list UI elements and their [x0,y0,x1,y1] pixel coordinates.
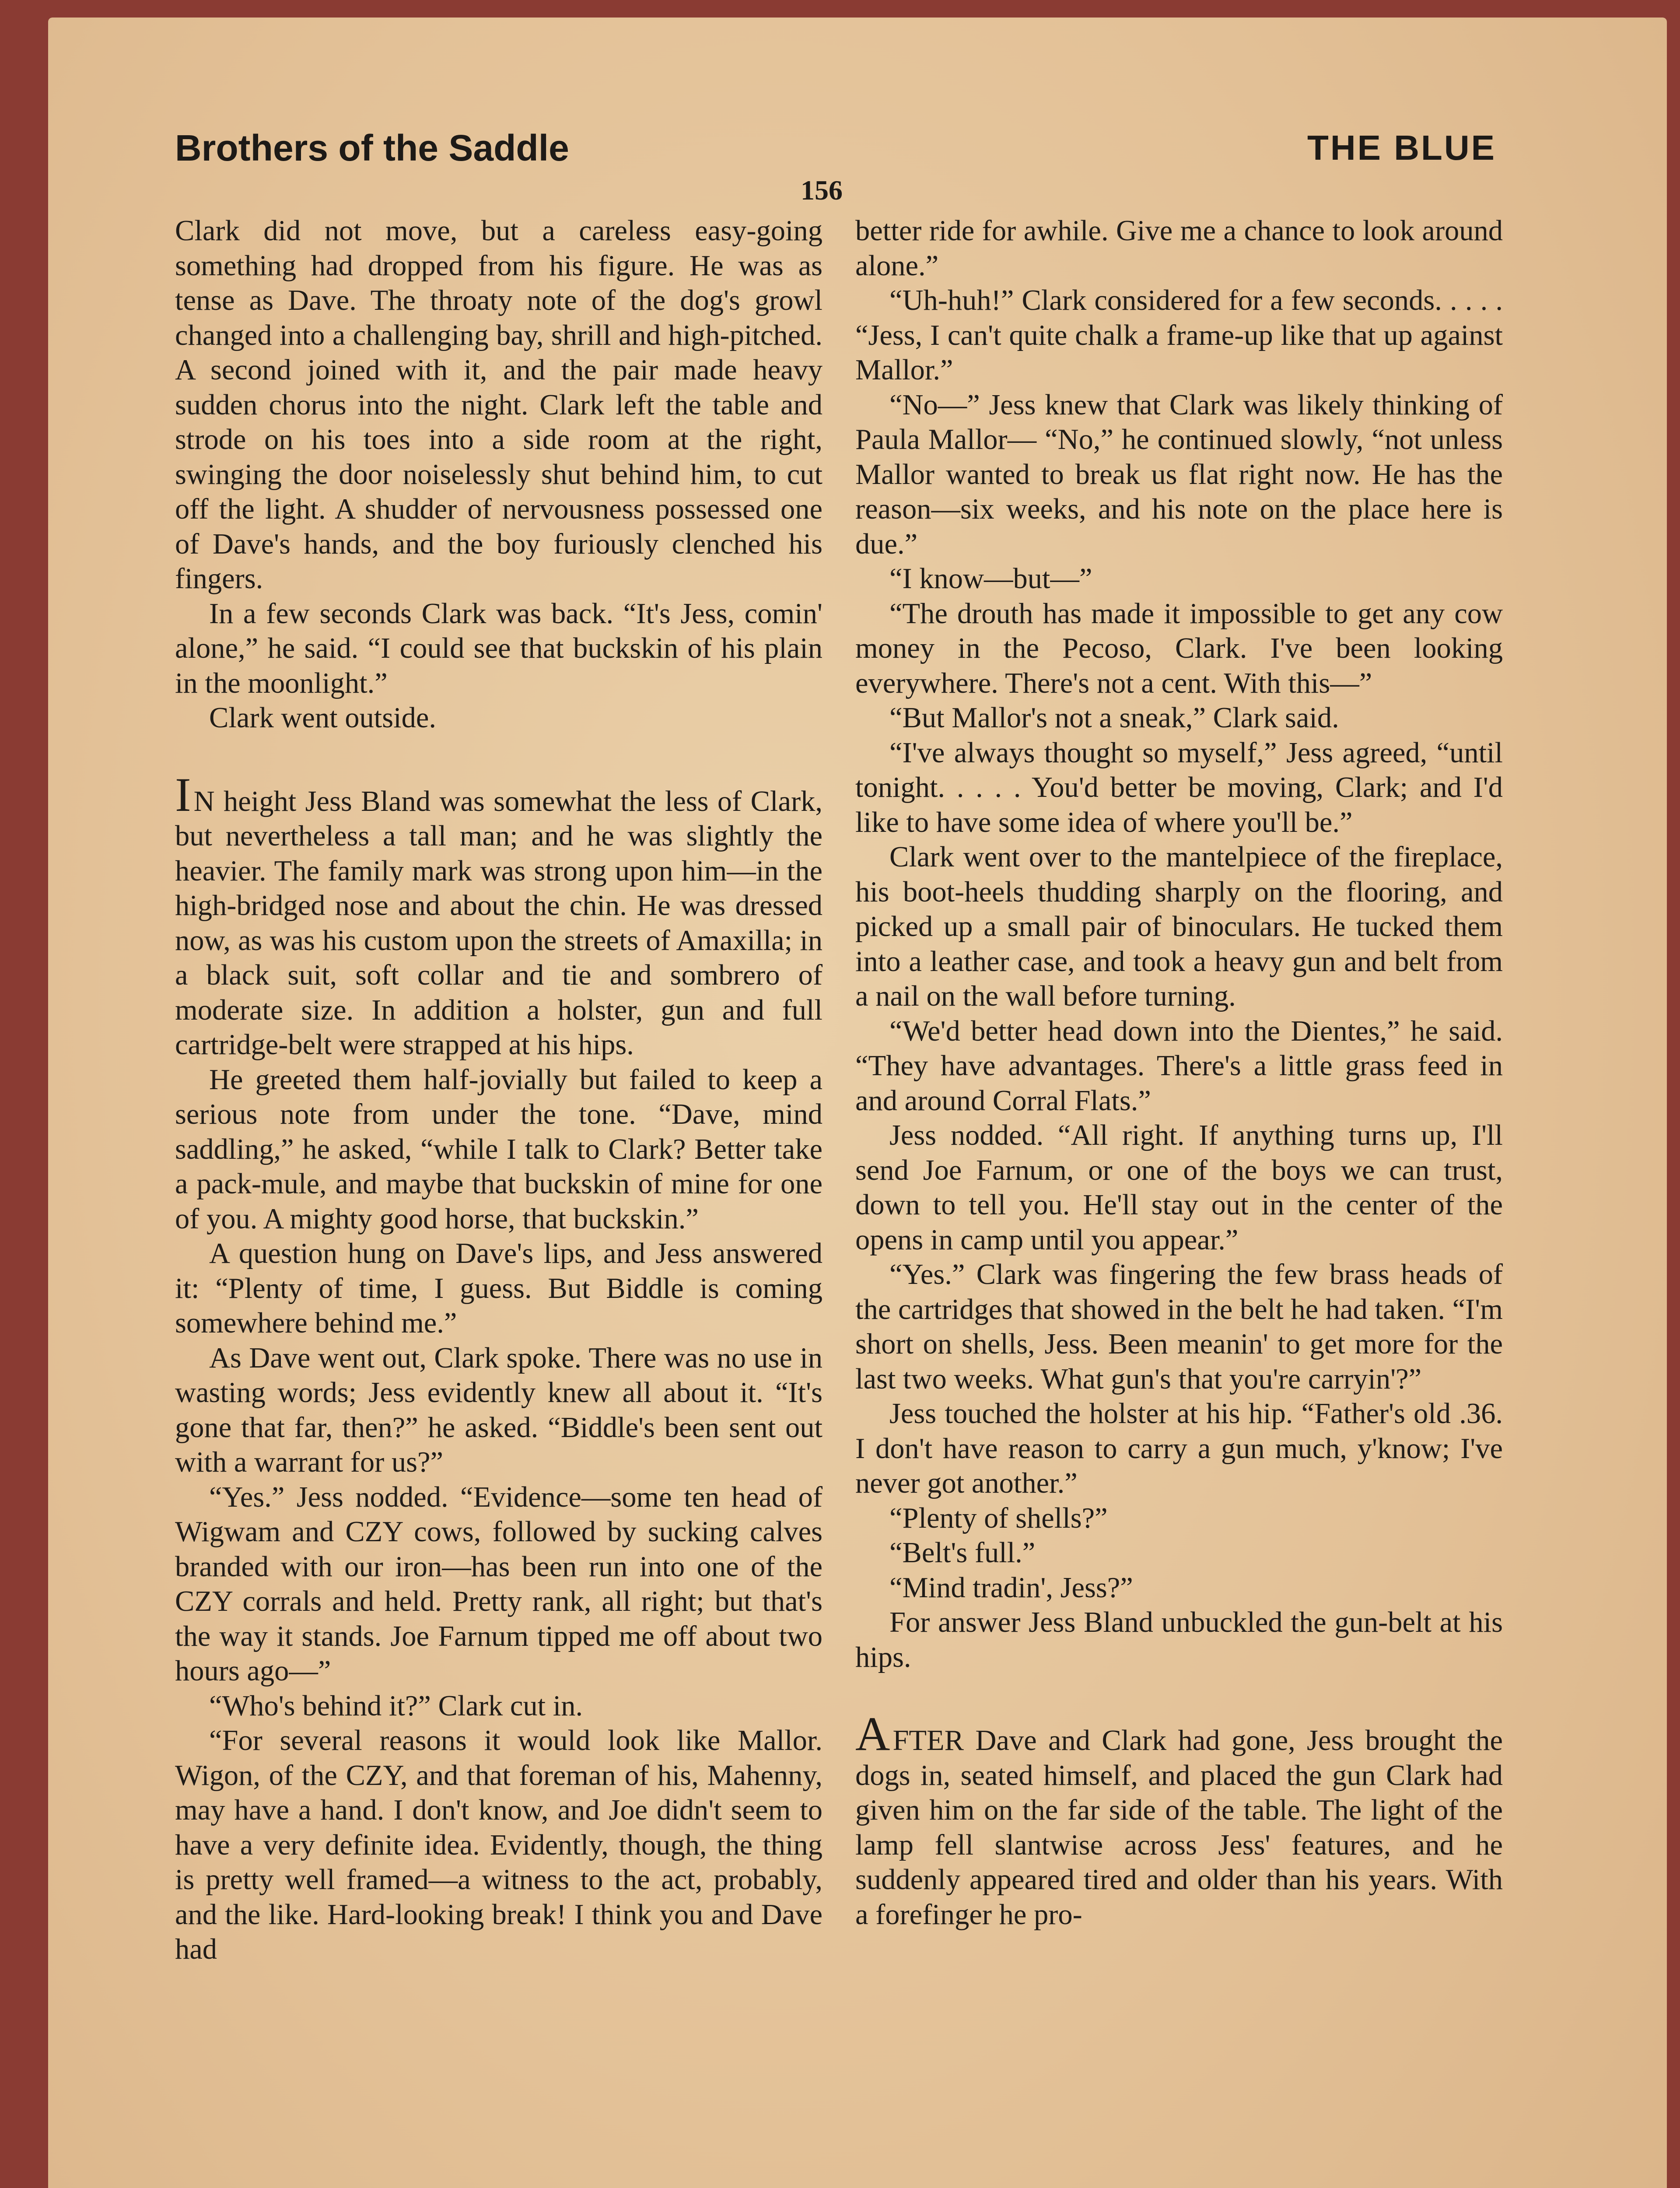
magazine-name: THE BLUE [1307,128,1496,167]
drop-cap: A [855,1707,890,1760]
paragraph: “I know—but—” [889,563,1092,595]
page-number: 156 [801,175,843,206]
paragraph: “No—” Jess knew that Clark was likely thinking of Paula Mallor— “No,” he continued slowly, “not unless Mallor wanted to break us flat right now. He has the reason—six weeks, and his note on the place here is due.” [855,389,1503,560]
section-opening-paragraph [175,768,822,1062]
paragraph-text: N height Jess Bland was somewhat the less of Clark, but nevertheless a tall man; and he was slightly the heavier. The family mark was strong upon him—in the high-bridged nose and about the chin. He was dressed now, as was his custom upon the streets of Amaxilla; in a black suit, soft collar and tie and sombrero of moderate size. In addition a holster, gun and full cartridge-belt were strapped at his hips. [175,785,822,1061]
paragraph-text: FTER Dave and Clark had gone, Jess brought the dogs in, seated himself, and placed the gun Clark had given him on the far side of the table. The light of the lamp fell slantwise across Jess' features, and he suddenly appeared tired and older than his years. With a forefinger he pro- [855,1725,1503,1931]
paragraph: Jess nodded. “All right. If anything turns up, I'll send Joe Farnum, or one of the boys we can trust, down to tell you. He'll stay out in the center of the opens in camp until you appear.” [855,1119,1503,1256]
paragraph: better ride for awhile. Give me a chance to look around alone.” [855,215,1503,282]
paragraph: Clark did not move, but a careless easy-going something had dropped from his figure. He was as tense as Dave. The throaty note of the dog's growl changed into a challenging bay, shrill and high-pitched. A second joined with it, and the pair made heavy sudden chorus into the night. Clark left the table and strode on his toes into a side room at the right, swinging the door noiselessly shut behind him, to cut off the light. A shudder of nervousness possessed one of Dave's hands, and the boy furiously clenched his fingers. [175,215,822,595]
paragraph: He greeted them half-jovially but failed to keep a serious note from under the tone. “Dave, mind saddling,” he asked, “while I talk to Clark? Better take a pack-mule, and maybe that buckskin of mine for one of you. A mighty good horse, that buckskin.” [175,1063,822,1235]
paragraph: Clark went outside. [209,702,436,734]
paragraph: “Who's behind it?” Clark cut in. [209,1690,583,1722]
paragraph: “For several reasons it would look like Mallor. Wigon, of the CZY, and that foreman of his, Mahenny, may have a hand. I don't know, and Joe didn't seem to have a very definite idea. Evidently, though, the thing is pretty well framed—a witness to the act, probably, and the like. Hard-looking break! I think you and Dave had [175,1725,822,1965]
paragraph: “Belt's full.” [889,1537,1036,1569]
paragraph: “Uh-huh!” Clark considered for a few seconds. . . . . “Jess, I can't quite chalk a frame-up like that up against Mallor.” [855,284,1503,386]
right-column [855,214,1503,1932]
paragraph: “Yes.” Clark was fingering the few brass heads of the cartridges that showed in the belt he had taken. “I'm short on shells, Jess. Been meanin' to get more for the last two weeks. What gun's that you're carryin'?” [855,1259,1503,1395]
paragraph: For answer Jess Bland unbuckled the gun-belt at his hips. [855,1606,1503,1673]
paragraph: “Yes.” Jess nodded. “Evidence—some ten head of Wigwam and CZY cows, followed by sucking calves branded with our iron—has been run into one of the CZY corrals and held. Pretty rank, all right; but that's the way it stands. Joe Farnum tipped me off about two hours ago—” [175,1481,822,1687]
paragraph: As Dave went out, Clark spoke. There was no use in wasting words; Jess evidently knew all about it. “It's gone that far, then?” he asked. “Biddle's been sent out with a warrant for us?” [175,1342,822,1478]
left-column [175,214,822,1967]
paragraph: “Plenty of shells?” [889,1502,1108,1534]
paragraph: A question hung on Dave's lips, and Jess answered it: “Plenty of time, I guess. But Biddle is coming somewhere behind me.” [175,1238,822,1339]
paragraph: “Mind tradin', Jess?” [889,1571,1133,1604]
paragraph: Jess touched the holster at his hip. “Father's old .36. I don't have reason to carry a gun much, y'know; I've never got another.” [855,1398,1503,1499]
section-break [175,736,822,782]
paragraph: Clark went over to the mantelpiece of the fireplace, his boot-heels thudding sharply on the flooring, and picked up a small pair of binoculars. He tucked them into a leather case, and took a heavy gun and belt from a nail on the wall before turning. [855,841,1503,1012]
story-title: Brothers of the Saddle [175,127,569,168]
paragraph: “I've always thought so myself,” Jess agreed, “until tonight. . . . . You'd better be moving, Clark; and I'd like to have some idea of where you'll be.” [855,736,1503,838]
paragraph: “We'd better head down into the Dientes,” he said. “They have advantages. There's a little grass feed in and around Corral Flats.” [855,1015,1503,1117]
paragraph: In a few seconds Clark was back. “It's Jess, comin' alone,” he said. “I could see that buckskin of his plain in the moonlight.” [175,597,822,699]
paragraph: “But Mallor's not a sneak,” Clark said. [889,702,1339,734]
section-break [855,1675,1503,1721]
paragraph: “The drouth has made it impossible to get any cow money in the Pecoso, Clark. I've been looking everywhere. There's not a cent. With this—” [855,597,1503,699]
section-opening-paragraph [855,1707,1503,1932]
drop-cap: I [175,768,191,821]
